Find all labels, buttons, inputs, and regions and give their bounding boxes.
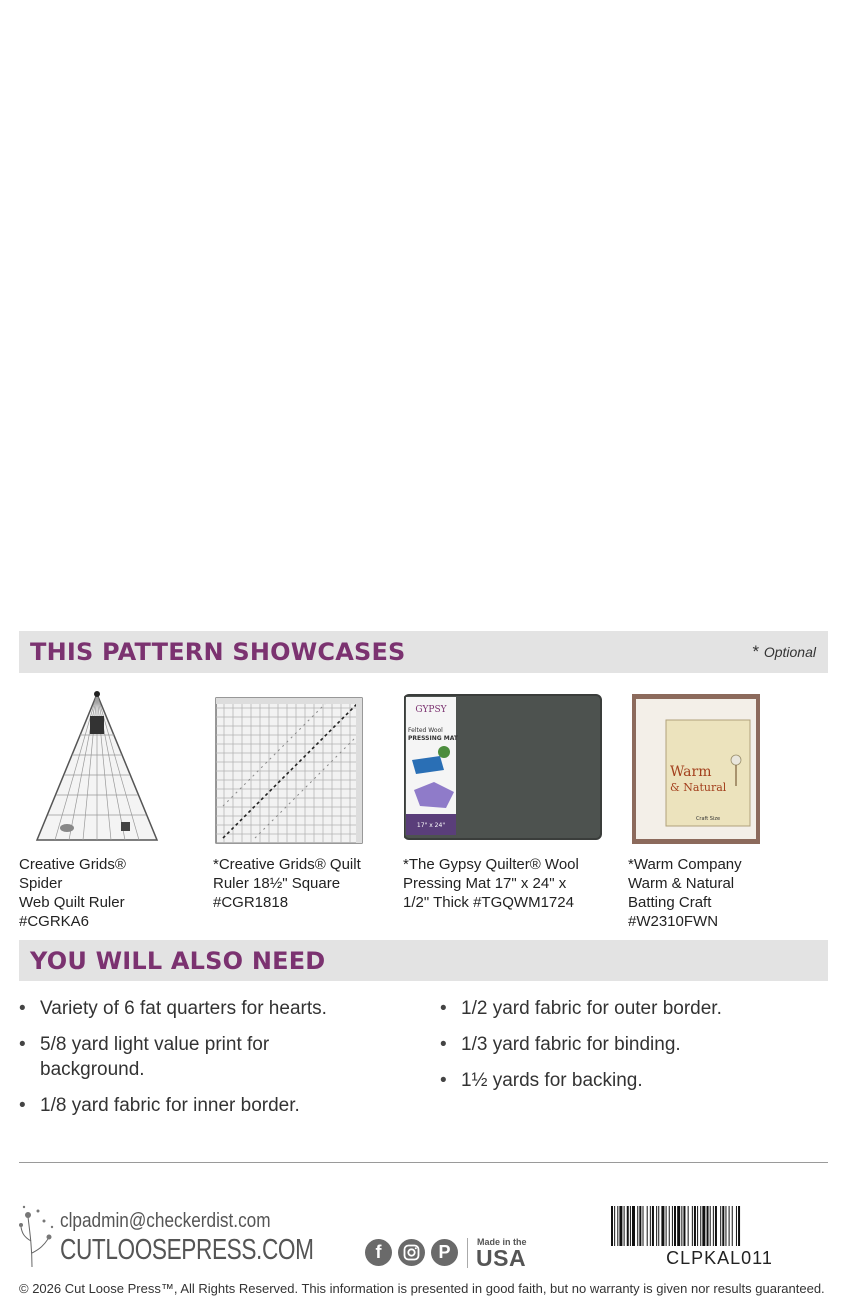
barcode-bar: [630, 1206, 631, 1246]
barcode-bar: [710, 1206, 711, 1246]
barcode-bar: [611, 1206, 613, 1246]
barcode-bar: [713, 1206, 714, 1246]
barcode-bar: [650, 1206, 651, 1246]
supplies-section-header: [19, 940, 828, 981]
barcode-bar: [720, 1206, 721, 1246]
barcode-bar: [637, 1206, 638, 1246]
triangle-ruler-image: [35, 690, 175, 845]
product-caption-4: *Warm Company Warm & Natural Batting Craft #W2310FWN: [628, 856, 742, 930]
batting-size-text: Craft Size: [695, 816, 721, 822]
barcode-bar: [666, 1206, 667, 1246]
barcode-bar: [674, 1206, 676, 1246]
list-item: • 1/8 yard fabric for inner border.: [19, 1093, 399, 1118]
list-item: • 5/8 yard light value print for background.: [19, 1032, 319, 1082]
pinterest-icon[interactable]: P: [431, 1239, 458, 1266]
barcode-bar: [656, 1206, 657, 1246]
product-caption-2: *Creative Grids® Quilt Ruler 18½" Square #CGR1818: [213, 856, 361, 911]
barcode-bar: [661, 1206, 664, 1246]
footer-vertical-divider: [467, 1238, 468, 1268]
barcode-bar: [677, 1206, 680, 1246]
optional-note-text: Optional: [763, 644, 816, 660]
barcode-bar: [632, 1206, 635, 1246]
product-card-pressing-mat[interactable]: [403, 690, 601, 911]
product-sku: CLPKAL011: [666, 1248, 773, 1268]
barcode-bar: [692, 1206, 693, 1246]
barcode-bar: [736, 1206, 737, 1246]
dandelion-logo-icon: [18, 1203, 58, 1272]
barcode-bar: [688, 1206, 689, 1246]
product-caption-3: *The Gypsy Quilter® Wool Pressing Mat 17" x 24" x 1/2" Thick #TGQWM1724: [403, 856, 579, 911]
pressing-mat-image: [404, 690, 602, 840]
showcase-title: THIS PATTERN SHOWCASES: [30, 638, 406, 666]
mat-label-1: Felted Wool: [408, 727, 443, 734]
barcode-bar: [617, 1206, 618, 1246]
showcase-section-header: [19, 631, 828, 673]
list-item: • 1/3 yard fabric for binding.: [440, 1032, 820, 1057]
square-ruler-image: [215, 690, 365, 844]
barcode-bar: [643, 1206, 644, 1246]
barcode-bar: [672, 1206, 673, 1246]
barcode-bar: [652, 1206, 654, 1246]
barcode-bar: [707, 1206, 709, 1246]
product-card-spider-web-ruler[interactable]: [19, 690, 159, 930]
barcode-bar: [681, 1206, 682, 1246]
barcode-image: [611, 1206, 828, 1251]
list-item: • Variety of 6 fat quarters for hearts.: [19, 996, 399, 1021]
barcode-bar: [694, 1206, 696, 1246]
barcode-bar: [715, 1206, 717, 1246]
supplies-list-right: [440, 996, 820, 1104]
barcode-bar: [700, 1206, 701, 1246]
barcode-bar: [624, 1206, 625, 1246]
barcode-bar: [658, 1206, 659, 1246]
barcode-bar: [619, 1206, 622, 1246]
barcode-bar: [627, 1206, 629, 1246]
barcode-bar: [683, 1206, 685, 1246]
batting-brand-2: & Natural: [670, 781, 727, 794]
made-in-label: Made in the: [477, 1237, 527, 1247]
instagram-icon[interactable]: [398, 1239, 425, 1266]
barcode-bar: [614, 1206, 615, 1246]
product-caption-1: Creative Grids® Spider Web Quilt Ruler #CGRKA6: [19, 856, 126, 930]
barcode-bar: [697, 1206, 698, 1246]
website-link[interactable]: CUTLOOSEPRESS.COM: [60, 1234, 314, 1266]
made-in-usa: USA: [476, 1245, 527, 1271]
barcode-bar: [729, 1206, 730, 1246]
supplies-title: YOU WILL ALSO NEED: [30, 946, 326, 975]
list-item: • 1/2 yard fabric for outer border.: [440, 996, 820, 1021]
product-card-square-ruler[interactable]: [213, 690, 363, 911]
barcode-bar: [702, 1206, 705, 1246]
footer-divider: [19, 1162, 828, 1163]
barcode-bar: [647, 1206, 648, 1246]
optional-note: * Optional: [752, 642, 816, 661]
facebook-icon[interactable]: f: [365, 1239, 392, 1266]
contact-email[interactable]: clpadmin@checkerdist.com: [60, 1210, 271, 1232]
barcode-bar: [732, 1206, 733, 1246]
batting-brand-1: Warm: [670, 764, 712, 780]
supplies-list-left: [19, 996, 399, 1129]
barcode-bar: [669, 1206, 670, 1246]
mat-brand-text: GYPSY: [415, 705, 447, 715]
copyright-notice: © 2026 Cut Loose Press™, All Rights Reserved. This information is presented in good faith, but no warranty is given nor results guaranteed.: [19, 1281, 825, 1296]
product-card-batting[interactable]: [628, 690, 758, 930]
list-item: • 1½ yards for backing.: [440, 1068, 820, 1093]
barcode-bar: [738, 1206, 740, 1246]
barcode-bar: [725, 1206, 726, 1246]
barcode-bar: [722, 1206, 724, 1246]
mat-label-2: PRESSING MAT: [408, 735, 458, 742]
mat-size-text: 17" x 24": [416, 822, 446, 829]
barcode-bar: [639, 1206, 641, 1246]
batting-package-image: [632, 690, 762, 844]
